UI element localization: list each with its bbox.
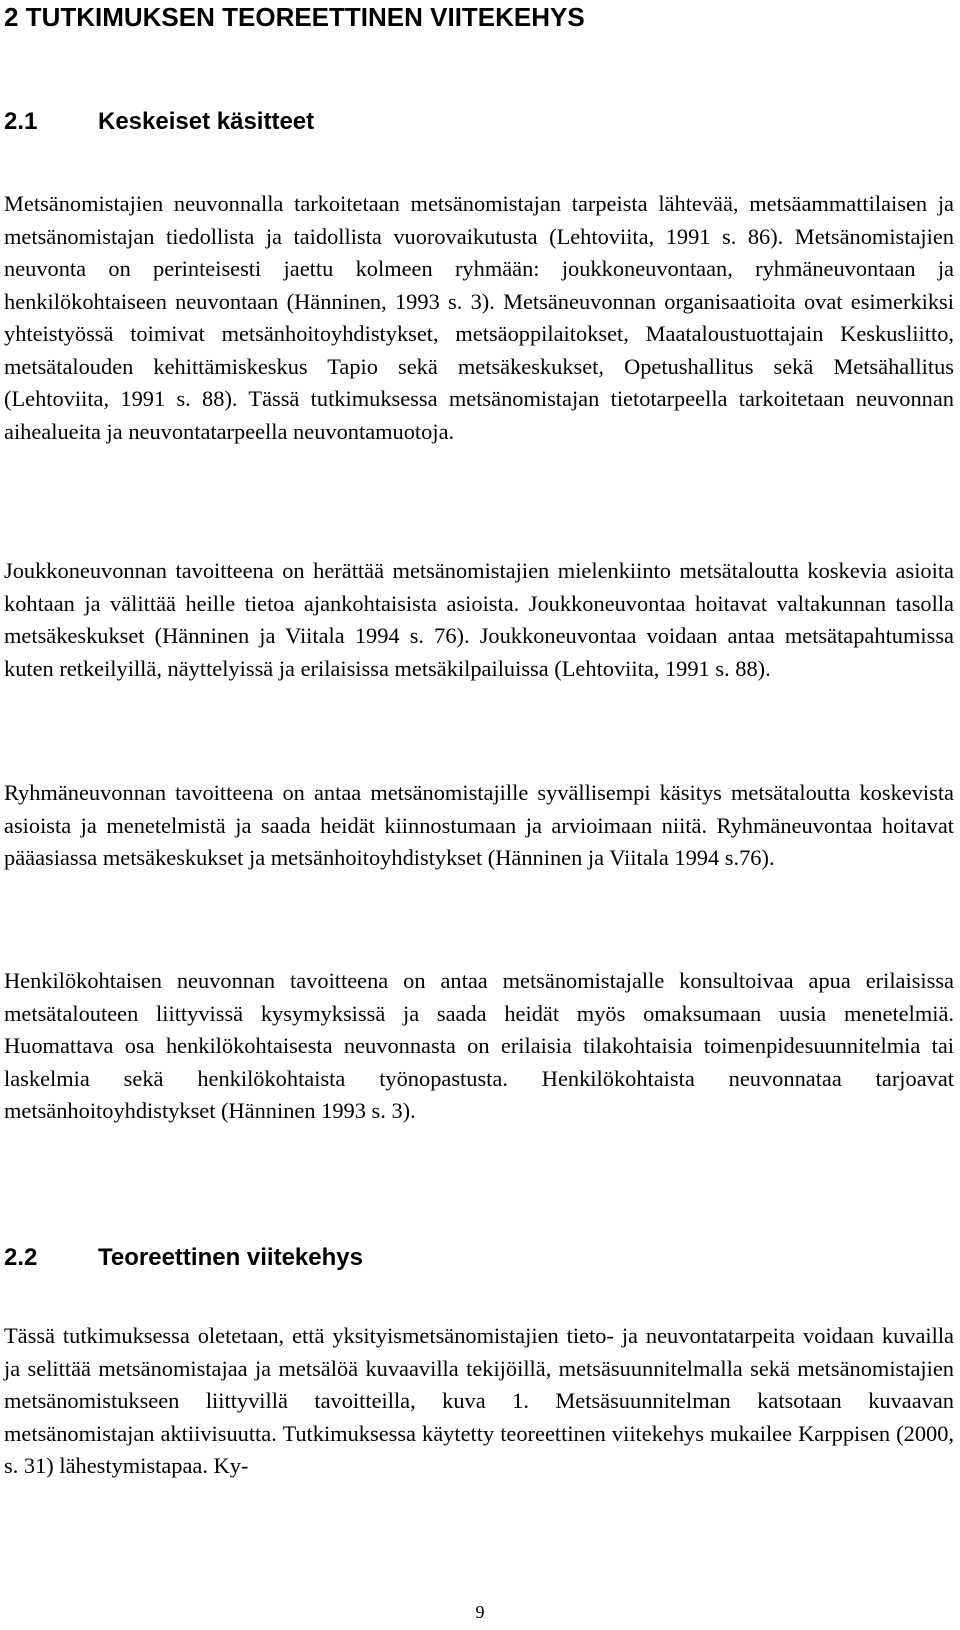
section-title-text: Teoreettinen viitekehys: [98, 1244, 363, 1271]
paragraph-neuvonta-definition: Metsänomistajien neuvonnalla tarkoitetaan metsänomistajan tarpeista lähtevää, metsäammattilaisen ja metsänomistajan tiedollista ja taidollista vuorovaikutusta (Lehtoviita, 1991 s. 86). Metsänomistajien neuvonta on perinteisesti jaettu kolmeen ryhmään: joukkoneuvontaan, ryhmäneuvontaan ja henkilökohtaiseen neuvontaan (Hänninen, 1993 s. 3). Metsäneuvonnan organisaatioita ovat esimerkiksi yhteistyössä toimivat metsänhoitoyhdistykset, metsäoppilaitokset, Maataloustuottajain Keskusliitto, metsätalouden kehittämiskeskus Tapio sekä metsäkeskukset, Opetushallitus sekä Metsähallitus (Lehtoviita, 1991 s. 88). Tässä tutkimuksessa metsänomistajan tietotarpeella tarkoitetaan neuvonnan aihealueita ja neuvontatarpeella neuvontamuotoja.: [4, 191, 954, 444]
section-number: 2.2: [4, 1244, 38, 1271]
paragraph-teoreettinen-viitekehys: Tässä tutkimuksessa oletetaan, että yksityismetsänomistajien tieto- ja neuvontatarpeita voidaan kuvailla ja selittää metsänomistajaa ja metsälöä kuvaavilla tekijöillä, metsäsuunnitelmalla sekä metsänomistajien metsänomistukseen liittyvillä tavoitteilla, kuva 1. Metsäsuunnitelman katsotaan kuvaavan metsänomistajan aktiivisuutta. Tutkimuksessa käytetty teoreettinen viitekehys mukailee Karppisen (2000, s. 31) lähestymistapaa. Ky-: [4, 1323, 954, 1478]
section-number: 2.1: [4, 108, 38, 135]
section-heading-2-2: [4, 1244, 363, 1272]
section-title-text: Keskeiset käsitteet: [98, 108, 315, 135]
page-number: 9: [475, 1602, 485, 1622]
section-heading-2-1: [4, 108, 314, 136]
chapter-title: 2 TUTKIMUKSEN TEOREETTINEN VIITEKEHYS: [4, 2, 585, 32]
paragraph-joukkoneuvonta: Joukkoneuvonnan tavoitteena on herättää metsänomistajien mielenkiinto metsätaloutta koskevia asioita kohtaan ja välittää heille tietoa ajankohtaisista asioista. Joukkoneuvontaa hoitavat valtakunnan tasolla metsäkeskukset (Hänninen ja Viitala 1994 s. 76). Joukkoneuvontaa voidaan antaa metsätapahtumissa kuten retkeilyillä, näyttelyissä ja erilaisissa metsäkilpailuissa (Lehtoviita, 1991 s. 88).: [4, 558, 954, 681]
paragraph-henkilokohtainen-neuvonta: Henkilökohtaisen neuvonnan tavoitteena on antaa metsänomistajalle konsultoivaa apua erilaisissa metsätalouteen liittyvissä kysymyksissä ja saada heidät myös omaksumaan uusia menetelmiä. Huomattava osa henkilökohtaisesta neuvonnasta on erilaisia tilakohtaisia toimenpidesuunnitelmia tai laskelmia sekä henkilökohtaista työnopastusta. Henkilökohtaista neuvonnataa tarjoavat metsänhoitoyhdistykset (Hänninen 1993 s. 3).: [4, 968, 954, 1123]
paragraph-ryhmaneuvonta: Ryhmäneuvonnan tavoitteena on antaa metsänomistajille syvällisempi käsitys metsätaloutta koskevista asioista ja menetelmistä ja saada heidät kiinnostumaan ja arvioimaan niitä. Ryhmäneuvontaa hoitavat pääasiassa metsäkeskukset ja metsänhoitoyhdistykset (Hänninen ja Viitala 1994 s.76).: [4, 780, 954, 870]
